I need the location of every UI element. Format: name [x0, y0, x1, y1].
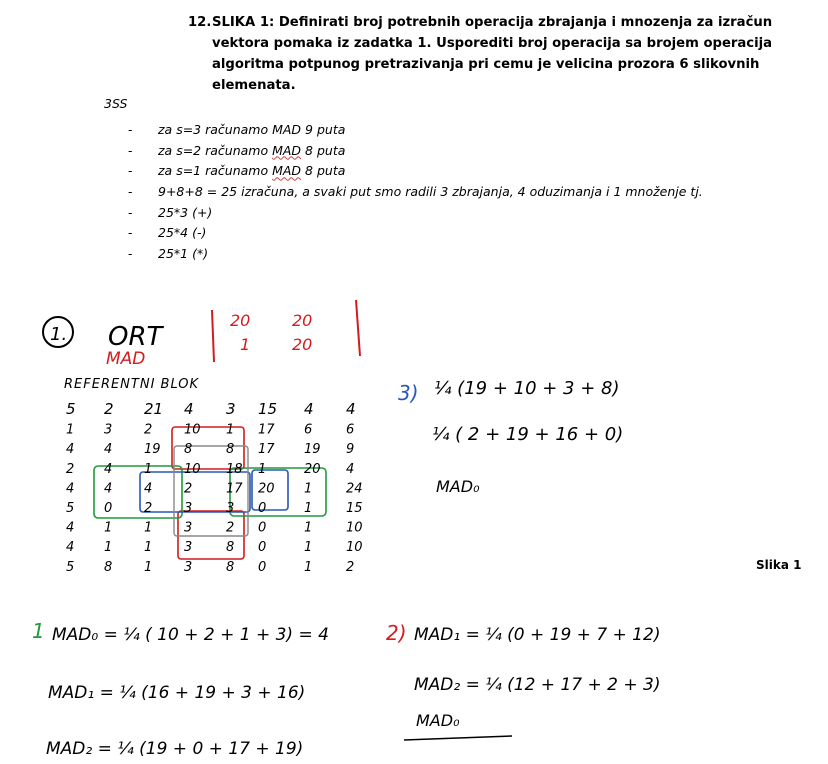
grid-value: 2	[104, 400, 114, 418]
grid-value: 2	[144, 422, 153, 438]
grid-value: 17	[226, 481, 243, 497]
dash-marker: -	[128, 142, 133, 158]
grid-value: 0	[258, 520, 267, 536]
grid-value: 10	[346, 540, 363, 556]
box-value: 1	[240, 335, 251, 354]
grid-value: 3	[184, 559, 193, 575]
grid-value: 19	[304, 442, 321, 458]
grid-value: 5	[66, 400, 76, 418]
grid-value: 4	[104, 481, 113, 497]
grid-value: 24	[346, 481, 363, 497]
grid-value: 20	[258, 481, 275, 497]
grid-value: 21	[144, 400, 164, 418]
ort-label: ORT	[108, 322, 163, 352]
grid-value: 15	[346, 501, 363, 516]
mad1-equation: MAD₁ = ¼ (16 + 19 + 3 + 16)	[48, 683, 306, 703]
circled-number: 1.	[50, 324, 68, 345]
list-item: - za s=2 računamo MAD 8 puta	[128, 141, 703, 162]
grid-value: 1	[144, 559, 153, 575]
dash-marker: -	[128, 184, 133, 200]
step3-line1: ¼ (19 + 10 + 3 + 8)	[434, 378, 620, 399]
grid-value: 2	[226, 520, 235, 536]
grid-value: 1	[226, 422, 235, 438]
reference-block-label: REFERENTNI BLOK	[64, 377, 200, 392]
list-item: - 25*3 (+)	[128, 203, 703, 224]
grid-value: 3	[184, 520, 193, 536]
grid-value: 1	[304, 559, 313, 575]
step3-label: 3)	[398, 381, 419, 405]
grid-value: 4	[66, 540, 75, 556]
grid-value: 1	[104, 540, 113, 556]
grid-value: 4	[66, 520, 75, 536]
spellcheck-word: MAD	[272, 142, 302, 158]
grid-value: 3	[184, 501, 193, 516]
grid-value: 3	[226, 501, 235, 516]
list-item: - za s=1 računamo MAD 8 puta	[128, 161, 703, 182]
grid-value: 10	[184, 422, 201, 438]
grid-value: 0	[104, 501, 113, 516]
red-bracket	[212, 300, 360, 362]
underline-stroke	[404, 736, 512, 740]
dash-marker: -	[128, 163, 133, 179]
grid-value: 4	[304, 400, 314, 418]
grid-value: 2	[66, 461, 75, 477]
grid-value: 1	[66, 422, 75, 438]
figure-caption: Slika 1	[756, 558, 802, 572]
mad2-equation: MAD₂ = ¼ (19 + 0 + 17 + 19)	[46, 739, 304, 759]
grid-value: 3	[104, 422, 113, 438]
dash-marker: -	[128, 204, 133, 220]
mad2-right-equation: MAD₂ = ¼ (12 + 17 + 2 + 3)	[414, 675, 661, 695]
list-item: - 25*4 (-)	[128, 223, 703, 244]
grid-value: 15	[258, 400, 278, 418]
spellcheck-word: MAD	[272, 163, 302, 179]
grid-value: 8	[226, 540, 235, 556]
step2-label: 2)	[386, 621, 407, 645]
dash-marker: -	[128, 246, 133, 262]
box-value: 20	[292, 335, 313, 354]
grid-value: 1	[144, 540, 153, 556]
grid-value: 4	[346, 461, 355, 477]
grid-value: 0	[258, 501, 267, 516]
step3-line3: MAD₀	[436, 477, 480, 496]
grid-value: 4	[66, 442, 75, 458]
grid-value: 0	[258, 559, 267, 575]
list-item: - 25*1 (*)	[128, 244, 703, 265]
grid-value: 6	[346, 422, 355, 438]
grid-value: 10	[184, 461, 201, 477]
grid-value: 8	[184, 442, 193, 458]
grid-value: 4	[144, 481, 153, 497]
task-text: SLIKA 1: Definirati broj potrebnih operacija zbrajanja i mnozenja za izračun vektora pomaka iz zadatka 1. Usporediti broj operacija sa brojem operacija algoritma potpunog pretrazivanja pri cemu je velicina prozora 6 slikovnih elemenata.	[212, 15, 773, 93]
grid-value: 5	[66, 559, 75, 575]
grid-value: 1	[304, 481, 313, 497]
grid-value: 4	[66, 481, 75, 497]
grid-value: 1	[258, 461, 267, 477]
grid-value: 8	[104, 559, 113, 575]
grid-value: 1	[144, 461, 153, 477]
grid-value: 20	[304, 461, 321, 477]
grid-value: 4	[104, 461, 113, 477]
step3-line2: ¼ ( 2 + 19 + 16 + 0)	[432, 424, 624, 445]
grid-value: 1	[304, 520, 313, 536]
grid-value: 2	[184, 481, 193, 497]
grid-value: 4	[104, 442, 113, 458]
grid-value: 4	[346, 400, 356, 418]
mad0-equation: MAD₀ = ¼ ( 10 + 2 + 1 + 3) = 4	[52, 625, 329, 645]
grid-value: 1	[304, 540, 313, 556]
mad0-right-label: MAD₀	[416, 711, 460, 730]
grid-value: 17	[258, 442, 275, 458]
dash-marker: -	[128, 122, 133, 137]
grid-value: 0	[258, 540, 267, 556]
grid-value: 2	[144, 501, 153, 516]
grid-value: 9	[346, 442, 355, 458]
grid-value: 1	[304, 501, 313, 516]
grid-value: 1	[104, 520, 113, 536]
grid-value: 8	[226, 559, 235, 575]
grid-value: 4	[184, 400, 194, 418]
grid-value: 19	[144, 442, 161, 458]
grid-value: 17	[258, 422, 275, 438]
box-value: 20	[292, 311, 313, 330]
task-number: 12.	[188, 15, 212, 30]
grid-value: 2	[346, 559, 355, 575]
mad1-right-equation: MAD₁ = ¼ (0 + 19 + 7 + 12)	[414, 625, 661, 645]
grid-value: 10	[346, 520, 363, 536]
list-item: - za s=3 računamo MAD 9 puta	[128, 120, 703, 141]
grid-value: 18	[226, 461, 243, 477]
list-item: - 9+8+8 = 25 izračuna, a svaki put smo radili 3 zbrajanja, 4 oduzimanja i 1 množenje tj.	[128, 182, 703, 203]
grid-value: 3	[226, 400, 236, 418]
section-label: 3SS	[104, 96, 128, 111]
grid-value: 8	[226, 442, 235, 458]
mad-red-label: MAD	[106, 349, 146, 369]
box-value: 20	[230, 311, 251, 330]
grid-value: 1	[144, 520, 153, 536]
grid-value: 6	[304, 422, 313, 438]
dash-marker: -	[128, 225, 133, 241]
step1-label: 1	[32, 619, 45, 643]
grid-value: 3	[184, 540, 193, 556]
grid-value: 5	[66, 501, 75, 516]
